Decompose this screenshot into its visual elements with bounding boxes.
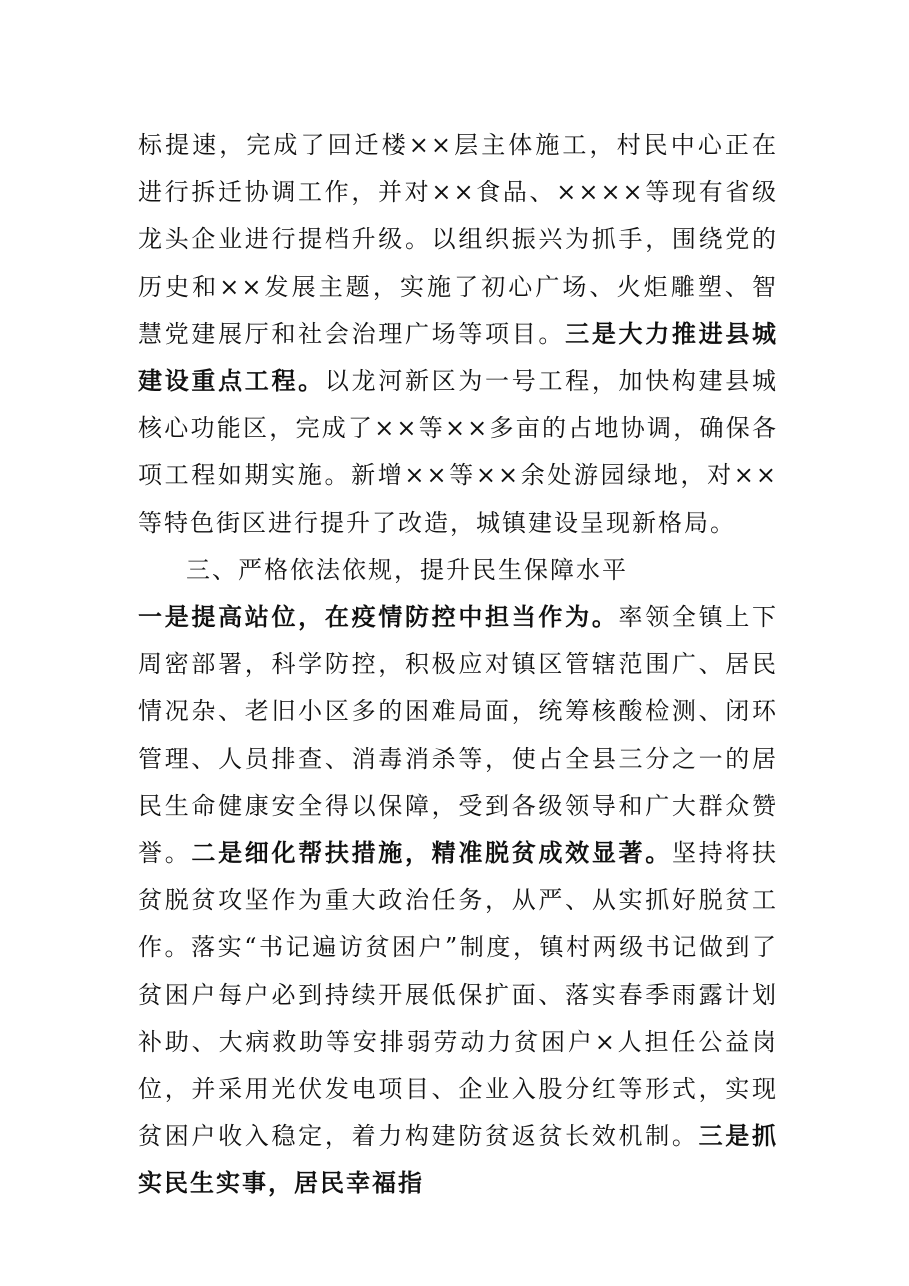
paragraph-1-run-3: 以龙河新区为一号工程，加快构建县城核心功能区，完成了××等××多亩的占地协调，确保各项工程如期实施。新增××等××余处游园绿地，对××等特色街区进行提升了改造，城镇建设呈现新格局。 bbox=[138, 367, 779, 537]
paragraph-2-bold-2: 二是细化帮扶措施，精准脱贫成效显著。 bbox=[191, 839, 672, 868]
paragraph-2 bbox=[138, 594, 778, 1208]
paragraph-2-bold-3: 三是抓实民生实事，居民幸福指 bbox=[138, 1122, 779, 1198]
section-heading: 三、严格依法依规，提升民生保障水平 bbox=[186, 555, 628, 584]
document-body bbox=[138, 122, 778, 1208]
paragraph-2-bold-1: 一是提高站位，在疫情防控中担当作为。 bbox=[138, 603, 619, 632]
paragraph-2-run-2: 率领全镇上下周密部署，科学防控，积极应对镇区管辖范围广、居民情况杂、老旧小区多的困难局面，统筹核酸检测、闭环管理、人员排查、消毒消杀等，使占全县三分之一的居民生命健康安全得以保障，受到各级领导和广大群众赞誉。 bbox=[138, 603, 779, 868]
paragraph-1 bbox=[138, 122, 778, 547]
paragraph-2-run-4: 坚持将扶贫脱贫攻坚作为重大政治任务，从严、从实抓好脱贫工作。落实“书记遍访贫困户”制度，镇村两级书记做到了贫困户每户必到持续开展低保扩面、落实春季雨露计划补助、大病救助等安排弱劳动力贫困户×人担任公益岗位，并采用光伏发电项目、企业入股分红等形式，实现贫困户收入稳定，着力构建防贫返贫长效机制。 bbox=[138, 839, 779, 1151]
paragraph-1-bold-heading: 三是大力推进县城建设重点工程。 bbox=[138, 319, 779, 396]
paragraph-1-run-1: 标提速，完成了回迁楼××层主体施工，村民中心正在进行拆迁协调工作，并对××食品、××××等现有省级龙头企业进行提档升级。以组织振兴为抓手，围绕党的历史和××发展主题，实施了初心广场、火炬雕塑、智慧党建展厅和社会治理广场等项目。 bbox=[138, 131, 778, 348]
